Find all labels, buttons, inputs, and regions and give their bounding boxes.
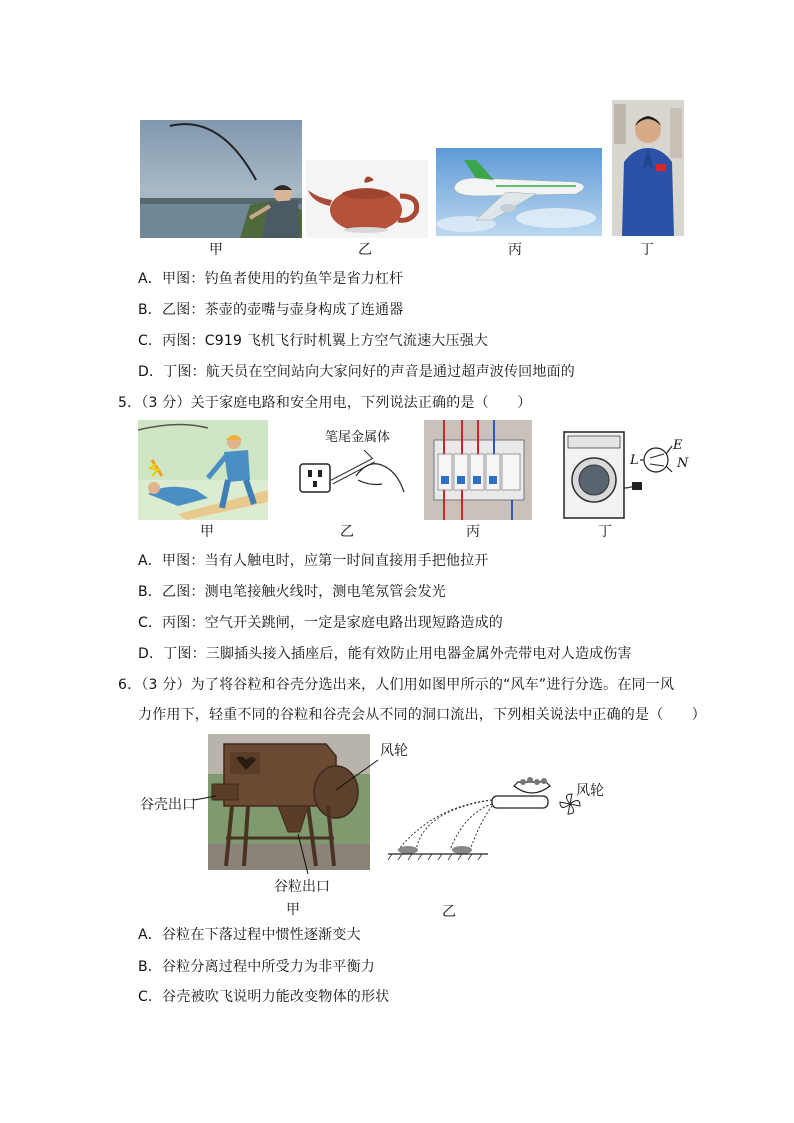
q5-stem: 5．（3 分）关于家庭电路和安全用电，下列说法正确的是（ ） — [118, 395, 532, 411]
grain-leader-line — [290, 830, 330, 880]
breaker-panel-icon — [424, 420, 532, 520]
teapot-icon — [306, 160, 428, 238]
q6-option-a: A．谷粒在下落过程中惯性逐渐变大 — [138, 927, 361, 943]
winnowing-diagram-icon — [384, 770, 604, 860]
q4-option-b: B．乙图：茶壶的壶嘴与壶身构成了连通器 — [138, 302, 404, 318]
q5-caption-bing: 丙 — [466, 524, 480, 540]
plug-label-e: E — [673, 438, 683, 453]
q6-leader-lines — [150, 740, 230, 890]
astronaut-photo — [612, 100, 684, 236]
q6-caption-jia: 甲 — [286, 902, 300, 918]
q6-option-c: C．谷壳被吹飞说明力能改变物体的形状 — [138, 989, 390, 1005]
plug-label-l: L — [630, 453, 639, 468]
fishing-photo — [140, 120, 302, 238]
q5-caption-jia: 甲 — [200, 524, 214, 540]
teapot-photo — [306, 160, 428, 238]
q5-option-a: A．甲图：当有人触电时，应第一时间直接用手把他拉开 — [138, 553, 489, 569]
q4-caption-jia: 甲 — [209, 242, 223, 258]
q5-caption-ding: 丁 — [598, 524, 612, 540]
airplane-icon — [436, 148, 602, 236]
q5-caption-yi: 乙 — [340, 524, 354, 540]
q4-option-d: D．丁图：航天员在空间站向大家问好的声音是通过超声波传回地面的 — [138, 364, 575, 380]
q4-option-c: C．丙图：C919 飞机飞行时机翼上方空气流速大压强大 — [138, 333, 489, 349]
winnowing-machine-icon — [208, 734, 370, 870]
q6-caption-yi: 乙 — [442, 904, 456, 920]
test-pen-diagram-icon — [296, 440, 406, 520]
label-fan-diagram: 风轮 — [576, 783, 604, 799]
plug-label-n: N — [677, 456, 689, 471]
winnowing-machine-photo — [208, 734, 370, 870]
q5-option-d: D．丁图：三脚插头接入插座后，能有效防止用电器金属外壳带电对人造成伤害 — [138, 646, 632, 662]
q6-stem-line2: 力作用下，轻重不同的谷粒和谷壳会从不同的洞口流出，下列相关说法中正确的是（ ） — [138, 707, 706, 723]
q5-option-b: B．乙图：测电笔接触火线时，测电笔氖管会发光 — [138, 584, 447, 600]
q5-option-c: C．丙图：空气开关跳闸，一定是家庭电路出现短路造成的 — [138, 615, 503, 631]
pen-metal-label: 笔尾金属体 — [325, 430, 391, 445]
fishing-scene-icon — [140, 120, 302, 238]
q4-caption-ding: 丁 — [640, 242, 654, 258]
airplane-photo — [436, 148, 602, 236]
label-grain-outlet: 谷粒出口 — [274, 879, 330, 895]
astronaut-icon — [612, 100, 684, 236]
q6-stem-line1: 6．（3 分）为了将谷粒和谷壳分选出来，人们用如图甲所示的“风车”进行分选。在同一风 — [118, 677, 675, 693]
q6-option-b: B．谷粒分离过程中所受力为非平衡力 — [138, 959, 376, 975]
electric-shock-illustration — [138, 420, 268, 520]
label-fan: 风轮 — [380, 743, 408, 759]
shock-scene-icon — [138, 420, 268, 520]
label-husk-outlet: 谷壳出口 — [140, 797, 196, 813]
q4-caption-yi: 乙 — [358, 242, 372, 258]
fan-leader-line — [330, 756, 390, 796]
circuit-breaker-photo — [424, 420, 532, 520]
q4-option-a: A．甲图：钓鱼者使用的钓鱼竿是省力杠杆 — [138, 271, 404, 287]
q4-caption-bing: 丙 — [508, 242, 522, 258]
